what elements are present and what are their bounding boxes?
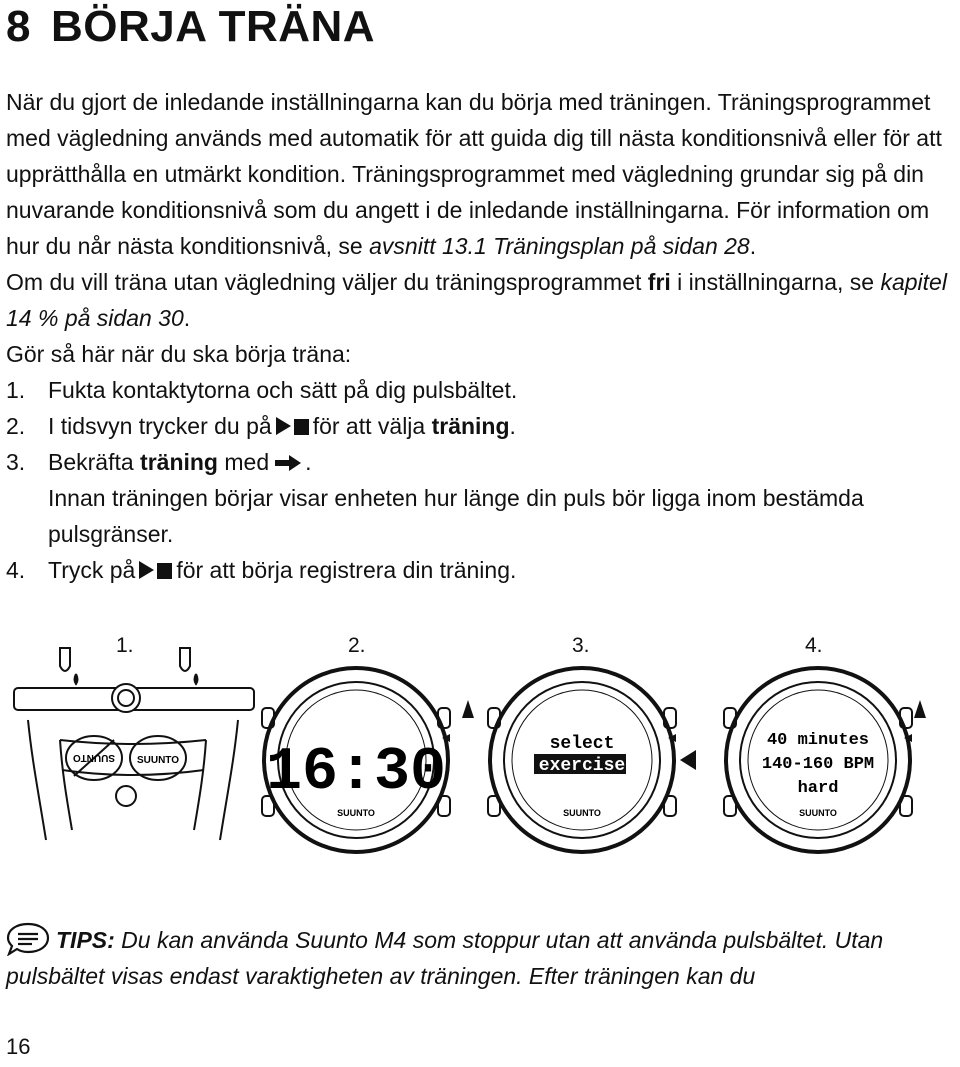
tips-label: TIPS: [56, 927, 115, 953]
up-arrow-icon [914, 700, 926, 718]
watch4-line2: 140-160 BPM [761, 755, 875, 774]
play-icon [276, 417, 291, 435]
tips-text: Du kan använda Suunto M4 som stoppur utan att använda pulsbältet. Utan pulsbältet visas endast varaktigheten av träningen. Efter träningen kan du [6, 927, 884, 989]
instruction-figure [0, 630, 960, 860]
stop-icon [294, 419, 309, 435]
step-text: Fukta kontaktytorna och sätt på dig pulsbältet. [48, 377, 518, 403]
step-keyword: träning [431, 413, 510, 439]
free-program-paragraph [6, 264, 958, 336]
figure-label-4: 4. [805, 634, 823, 657]
step-end: . [509, 413, 516, 439]
watch-brand: SUUNTO [337, 808, 375, 818]
forward-arrow-icon [273, 453, 303, 473]
step-4 [6, 552, 958, 588]
tips-box [6, 922, 958, 994]
step-2 [6, 408, 958, 444]
steps-list [6, 372, 958, 588]
figure-label-3: 3. [572, 634, 590, 657]
watch-brand: SUUNTO [799, 808, 837, 818]
step-number: 2. [6, 413, 26, 439]
tip-speech-bubble-icon [6, 922, 52, 956]
intro-end: . [749, 233, 757, 259]
belt-logo-reversed: SUUNTO [72, 752, 116, 763]
intro-text: När du gjort de inledande inställningarna kan du börja med träningen. Träningsprogrammet med vägledning används med automatik för att guida dig till nästa konditionsnivå eller för att upprätthålla en utmärkt kondition. Träningsprogrammet med vägledning grundar sig på din nuvarande konditionsnivå som du angett i de inledande inställningarna. För information om hur du når nästa konditionsnivå, se [6, 89, 942, 259]
play-icon [139, 561, 154, 579]
up-arrow-icon [462, 700, 474, 718]
steps-intro: Gör så här när du ska börja träna: [6, 341, 352, 367]
watch4-line1: 40 minutes [766, 731, 870, 750]
chapter-reference-link[interactable]: kapitel 14 % på sidan 30 [6, 269, 947, 331]
step-number: 3. [6, 449, 26, 475]
intro-paragraph [6, 84, 958, 264]
watch-brand: SUUNTO [563, 808, 601, 818]
chapter-heading [6, 2, 375, 52]
free-keyword: fri [647, 269, 671, 295]
watch3-line2: exercise [538, 756, 626, 776]
step-number: 1. [6, 377, 26, 403]
stop-icon [157, 563, 172, 579]
figure-label-2: 2. [348, 634, 366, 657]
free-text-b: i inställningarna, se [670, 269, 881, 295]
step-text: med [218, 449, 270, 475]
step-note: Innan träningen börjar visar enheten hur länge din puls bör ligga inom bestämda pulsgränser. [48, 485, 864, 547]
body-text [6, 84, 958, 588]
torso-outline [28, 720, 238, 840]
cross-reference-link[interactable]: avsnitt 13.1 Träningsplan på sidan 28 [369, 233, 750, 259]
watch3-line1: select [549, 734, 615, 754]
step-1 [6, 372, 958, 408]
chapter-number: 8 [6, 2, 31, 51]
heart-rate-belt [14, 684, 254, 806]
page-number: 16 [6, 1034, 31, 1059]
free-text-end: . [183, 305, 191, 331]
free-text-a: Om du vill träna utan vägledning väljer du träningsprogrammet [6, 269, 648, 295]
watch4-line3: hard [797, 779, 839, 798]
watch2-time-display: 16:30 [265, 739, 447, 807]
chapter-title: BÖRJA TRÄNA [50, 2, 376, 51]
step-number: 4. [6, 557, 26, 583]
step-3 [6, 444, 958, 552]
step-text: I tidsvyn trycker du på [48, 413, 272, 439]
step-text: för att välja [312, 413, 432, 439]
step-end: . [305, 449, 312, 475]
water-drop-icon [60, 648, 198, 684]
step-text: Bekräfta [48, 449, 141, 475]
belt-logo: SUUNTO [136, 755, 180, 766]
step-text: Tryck på [48, 557, 136, 583]
step-keyword: träning [140, 449, 218, 475]
step-text: för att börja registrera din träning. [176, 557, 517, 583]
figure-label-1: 1. [116, 634, 134, 657]
left-arrow-icon [680, 750, 696, 770]
